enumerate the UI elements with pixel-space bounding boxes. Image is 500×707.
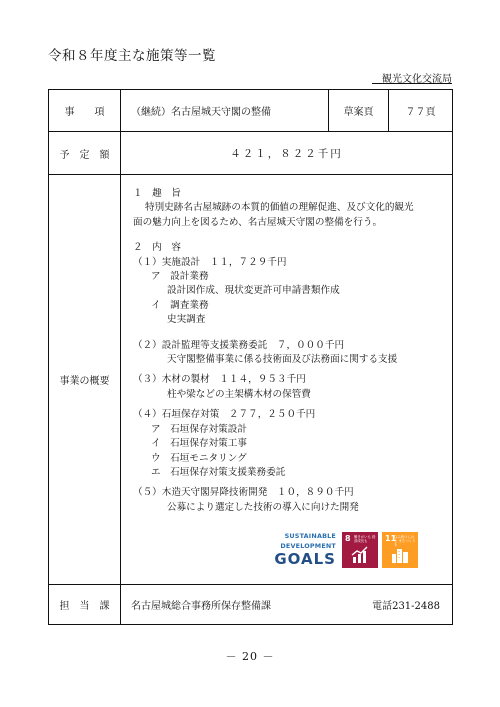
item4-title: （４）石垣保存対策 ２７７，２５０千円 — [133, 409, 316, 421]
sdg-goal-11-text: 住み続けられる まちづくりを — [394, 535, 416, 547]
item2-title: （２）設計監理等支援業務委託 ７，０００千円 — [133, 339, 345, 351]
contact-label: 担 当 課 — [49, 585, 121, 625]
sdgs-logo-line1: SUSTAINABLE — [284, 532, 336, 540]
item-value: （継続）名古屋城天守閣の整備 — [121, 90, 329, 132]
item1-sub-b: イ 調査業務 — [151, 299, 209, 311]
item2-detail: 天守閣整備事業に係る技術面及び法務面に関する支援 — [167, 354, 398, 366]
sdgs-badges — [274, 531, 418, 568]
purpose-heading: １ 趣 旨 — [133, 188, 181, 199]
item5-detail: 公募により選定した技術の導入に向けた開発 — [167, 501, 359, 513]
city-buildings-icon — [391, 546, 409, 564]
purpose-text-line2: 面の魅力向上を図るため、名古屋城天守閣の整備を行う。 — [133, 216, 383, 228]
summary-cell — [121, 175, 453, 585]
sdgs-logo — [274, 531, 336, 568]
item4-sub-c: ウ 石垣モニタリング — [151, 452, 247, 464]
sdg-goal-8-number: 8 — [345, 534, 351, 543]
sdgs-logo-line2: DEVELOPMENT — [280, 542, 336, 550]
item3-title: （３）木材の製材 １１４，９５３千円 — [133, 374, 306, 386]
item4-sub-d: エ 石垣保存対策支援業務委託 — [151, 466, 286, 478]
department-name: 観光文化交流局 — [382, 74, 452, 85]
item-row — [49, 90, 453, 132]
contact-row — [49, 585, 453, 625]
sdg-goal-11-tile — [382, 532, 418, 568]
sdg-goal-8-text: 働きがいも 経済成長も — [354, 535, 376, 543]
policy-table — [48, 89, 453, 625]
budget-row — [49, 132, 453, 175]
item3-detail: 柱や梁などの主架構木材の保管費 — [167, 388, 311, 400]
item1-sub-a: ア 設計業務 — [151, 271, 209, 283]
page-number: － 20 － — [225, 650, 275, 663]
contact-phone: 電話231-2488 — [372, 601, 440, 612]
summary-body — [121, 175, 452, 515]
sdgs-logo-line3: GOALS — [274, 550, 336, 568]
page-title: 令和８年度主な施策等一覧 — [48, 48, 216, 64]
contact-cell — [121, 585, 453, 625]
item5-title: （５）木造天守閣昇降技術開発 １０，８９０千円 — [133, 487, 354, 499]
department-underline — [372, 83, 452, 84]
summary-row — [49, 175, 453, 585]
item4-sub-a: ア 石垣保存対策設計 — [151, 423, 247, 435]
sdg-goal-8-tile — [342, 532, 378, 568]
item-label: 事 項 — [49, 90, 121, 132]
item1-title: （１）実施設計 １１，７２９千円 — [133, 256, 287, 268]
growth-chart-icon — [351, 546, 369, 564]
budget-value: ４２１，８２２千円 — [121, 132, 453, 175]
contact-department: 名古屋城総合事務所保存整備課 — [131, 601, 271, 612]
item4-sub-b: イ 石垣保存対策工事 — [151, 438, 247, 450]
content-heading: ２ 内 容 — [133, 242, 181, 254]
budget-label: 予 定 額 — [49, 132, 121, 175]
purpose-text-line1: 特別史跡名古屋城跡の本質的価値の理解促進、及び文化的観光 — [145, 202, 414, 214]
item1-sub-a-detail: 設計図作成、現状変更許可申請書類作成 — [167, 285, 340, 297]
item1-sub-b-detail: 史実調査 — [167, 314, 206, 326]
draft-page-label: 草案頁 — [329, 90, 389, 132]
draft-page-value: ７７頁 — [389, 90, 453, 132]
sdg-goal-11-number: 11 — [385, 534, 397, 543]
summary-label: 事業の概要 — [49, 175, 121, 585]
